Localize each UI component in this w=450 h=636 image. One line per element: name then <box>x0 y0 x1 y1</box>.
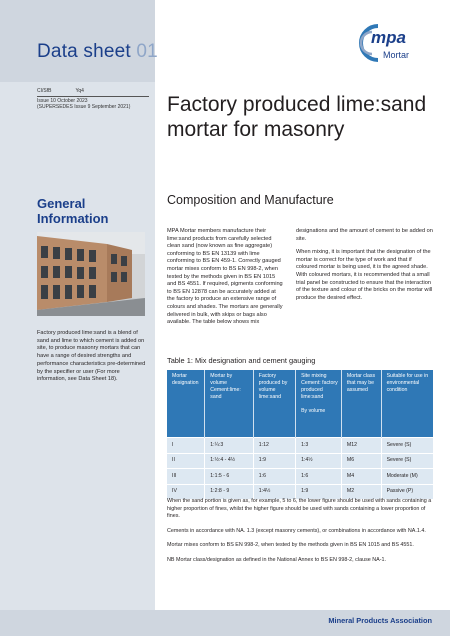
footer-organisation: Mineral Products Association <box>328 616 432 625</box>
table-row <box>167 453 433 469</box>
table-cell: Moderate (M) <box>381 469 433 485</box>
logo-wordmark: mpa <box>371 28 406 47</box>
table-header-text: Site mixing Cement: factory produced lime:sand <box>301 373 338 400</box>
mix-designation-table <box>167 370 433 499</box>
issue-text: Issue 10 October 2023 <box>37 97 88 104</box>
data-sheet-title: Data sheet <box>37 41 131 62</box>
table-cell: 1:3 <box>296 438 342 454</box>
table-row <box>167 438 433 454</box>
table-cell: 1:6 <box>296 469 342 485</box>
table-header-cell: Mortar designation <box>167 370 205 438</box>
table-cell: IV <box>167 484 205 499</box>
data-sheet-label <box>37 41 158 63</box>
table-cell: 1:¼:3 <box>205 438 254 454</box>
composition-paragraph: MPA Mortar members manufacture their lime:sand products from carefully selected clean sand (now known as fine aggregate) conforming to BS EN 13139 with lime conforming to BS EN 459-1. Correctly gauged mortar mixes conform to BS EN 998-2, when tested by the methods given in BS EN 1015 and BS 4551. If required, pigments conforming to BS EN 12878 can be accurately added at the factory to produce an extensive range of colours and shades. The mortars are generally delivered in bulk, with skips or bags also available. The table below shows mix <box>167 228 283 326</box>
table-cell: Severe (S) <box>381 438 433 454</box>
note-mortar-class: NB Mortar class/designation as defined in the National Annex to BS EN 998-2, clause NA-1. <box>167 556 387 563</box>
table-cell: III <box>167 469 205 485</box>
table-cell: 1:4½ <box>253 484 295 499</box>
table-cell: 1:9 <box>253 453 295 469</box>
table-cell: Passive (P) <box>381 484 433 499</box>
table-header-cell: Suitable for use in environmental condition <box>381 370 433 438</box>
table-cell: M12 <box>341 438 381 454</box>
table-cell: 1:12 <box>253 438 295 454</box>
supersedes-text: (SUPERSEDES Issue 9 September 2021) <box>37 104 131 110</box>
table-notes <box>167 498 433 571</box>
mixing-paragraph: When mixing, it is important that the designation of the mortar is correct for the type of work and that if coloured mortar is being used, it is the agreed shade. With coloured mortars, it is recommended that a small trial panel be constructed to ensure that the interaction of the texture and colour of the bricks on the mortar will produce the desired effect. <box>296 249 433 301</box>
table-cell: Severe (S) <box>381 453 433 469</box>
table-cell: 1:9 <box>296 484 342 499</box>
composition-paragraph: designations and the amount of cement to be added on site. <box>296 228 433 242</box>
note-sand-portion: When the sand portion is given as, for example, 5 to 6, the lower figure should be used with sands containing a higher proportion of fines, whilst the higher figure should be used with sands containing a lower proportion of fines. <box>167 498 432 519</box>
table-cell: II <box>167 453 205 469</box>
composition-text-column-2 <box>296 228 434 308</box>
table-header-cell: Mortar by volume Cement:lime: sand <box>205 370 254 438</box>
table-caption: Table 1: Mix designation and cement gauging <box>167 356 316 365</box>
composition-text-column-1 <box>167 228 285 333</box>
table-row <box>167 484 433 499</box>
composition-heading: Composition and Manufacture <box>167 193 334 207</box>
document-codes <box>37 88 149 111</box>
table-cell: I <box>167 438 205 454</box>
cisfb-label: CI/SfB <box>37 88 52 94</box>
general-information-heading: General Information <box>37 196 109 226</box>
table-header-subtext: By volume <box>301 408 326 414</box>
table-cell: M4 <box>341 469 381 485</box>
table-header-cell: Mortar class that may be assumed <box>341 370 381 438</box>
note-cements: Cements in accordance with NA. 1.3 (except masonry cements), or combinations in accordance with NA.1.4. <box>167 527 426 534</box>
table-cell: 1:½:4 - 4½ <box>205 453 254 469</box>
table-cell: M2 <box>341 484 381 499</box>
table-cell: M6 <box>341 453 381 469</box>
table-header-cell: Factory produced by volume lime:sand <box>253 370 295 438</box>
table-cell: 1:6 <box>253 469 295 485</box>
table-row <box>167 469 433 485</box>
data-sheet-number: 01 <box>136 41 158 62</box>
table-header-row <box>167 370 433 438</box>
table-cell: 1:2:8 - 9 <box>205 484 254 499</box>
table-cell: 1:1:5 - 6 <box>205 469 254 485</box>
document-title: Factory produced lime:sand mortar for masonry <box>167 93 427 141</box>
cisfb-value: Yq4 <box>75 88 84 94</box>
note-conformance: Mortar mixes conform to BS EN 998-2, when tested by the methods given in BS EN 1015 and BS 4551. <box>167 542 414 548</box>
table-header-cell <box>296 370 342 438</box>
building-photo-image <box>37 232 145 316</box>
logo-subtitle: Mortar <box>383 50 410 60</box>
table-cell: 1:4½ <box>296 453 342 469</box>
general-information-text: Factory produced lime:sand is a blend of sand and lime to which cement is added on site, to produce masonry mortars that can have a range of desired strengths and performance characteristics pre-determined by the specifier or user (For more information, see Data Sheet 18). <box>37 330 146 383</box>
